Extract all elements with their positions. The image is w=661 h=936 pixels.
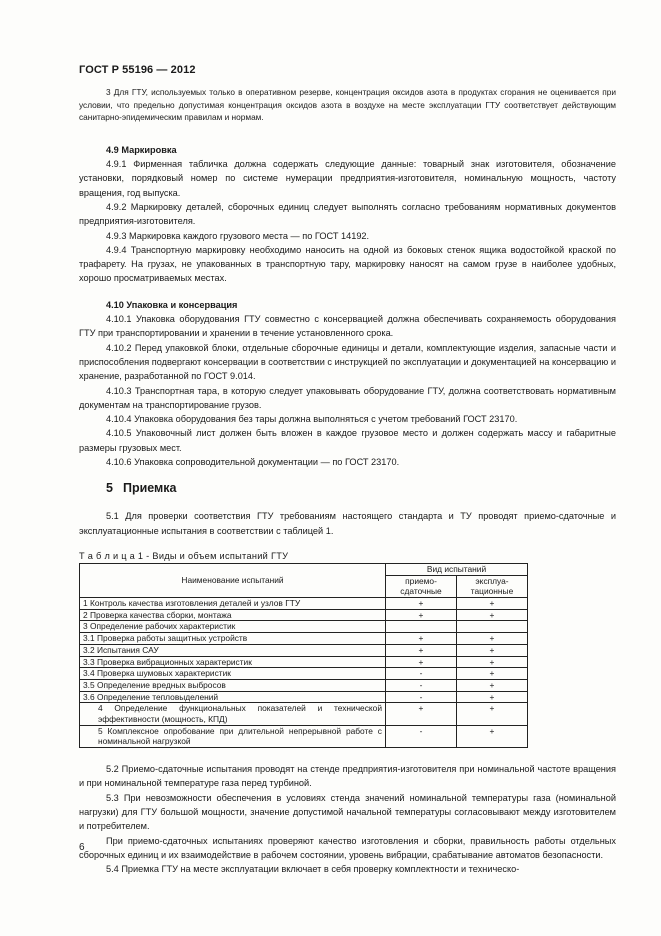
paragraph-4-10-6: 4.10.6 Упаковка сопроводительной документации — по ГОСТ 23170.: [106, 457, 400, 468]
paragraph-4-9-2: 4.9.2 Маркировку деталей, сборочных единиц следует выполнять согласно требованиям нормативных документов предприятия-изготовителя.: [79, 201, 616, 227]
operational-mark-cell: +: [457, 598, 528, 610]
test-name-cell: 2 Проверка качества сборки, монтажа: [80, 609, 386, 621]
acceptance-mark-cell: -: [386, 679, 457, 691]
test-name-cell: 1 Контроль качества изготовления деталей и узлов ГТУ: [80, 598, 386, 610]
acceptance-mark-cell: +: [386, 656, 457, 668]
section-4-9-title: 4.9 Маркировка: [106, 144, 177, 155]
test-name-cell: 3.4 Проверка шумовых характеристик: [80, 668, 386, 680]
page-number: 6: [79, 842, 85, 853]
tests-table-body: [80, 598, 528, 748]
table-1-caption: Т а б л и ц а 1 - Виды и объем испытаний ГТУ: [79, 550, 289, 561]
test-name-cell: 3.1 Проверка работы защитных устройств: [80, 633, 386, 645]
table-row: [80, 609, 528, 621]
acceptance-mark-cell: +: [386, 703, 457, 725]
table-row: [80, 691, 528, 703]
table-row: [80, 633, 528, 645]
paragraph-5-3: 5.3 При невозможности обеспечения в условиях стенда значений номинальной температуры газа (номинальной нагрузки) для ГТУ большой мощности, значение допустимой начальной температуры согласовывают между изготовителем и потребителем.: [79, 792, 616, 832]
test-name-cell: 3.3 Проверка вибрационных характеристик: [80, 656, 386, 668]
test-name-cell: 3.5 Определение вредных выбросов: [80, 679, 386, 691]
acceptance-mark-cell: -: [386, 725, 457, 747]
test-name-cell: 3 Определение рабочих характеристик: [80, 621, 386, 633]
standard-header: ГОСТ Р 55196 — 2012: [79, 64, 196, 76]
table-row: [80, 703, 528, 725]
paragraph-4-10-5: 4.10.5 Упаковочный лист должен быть вложен в каждое грузовое место и должен содержать массу и габаритные размеры грузовых мест.: [79, 428, 616, 453]
paragraph-4-10-3: 4.10.3 Транспортная тара, в которую следует упаковывать оборудование ГТУ, должна соответствовать нормативным документам на транспортирование грузов.: [79, 385, 616, 410]
operational-mark-cell: [457, 621, 528, 633]
test-name-cell: 3.2 Испытания САУ: [80, 644, 386, 656]
operational-mark-cell: +: [457, 703, 528, 725]
operational-mark-cell: +: [457, 691, 528, 703]
acceptance-mark-cell: [386, 621, 457, 633]
table-row: [80, 644, 528, 656]
acceptance-mark-cell: +: [386, 644, 457, 656]
header-test-kind: Вид испытаний: [386, 563, 528, 575]
operational-mark-cell: +: [457, 668, 528, 680]
header-test-name: Наименование испытаний: [80, 563, 386, 597]
operational-mark-cell: +: [457, 609, 528, 621]
acceptance-mark-cell: +: [386, 598, 457, 610]
operational-mark-cell: +: [457, 656, 528, 668]
paragraph-4-9-1: 4.9.1 Фирменная табличка должна содержать следующие данные: товарный знак изготовителя, обозначение установки, порядковый номер по системе нумерации предприятия-изготовителя, номинальную мощность, частоту вращения, год выпуска.: [79, 159, 616, 198]
section-5-number: 5: [106, 481, 113, 496]
table-row: [80, 656, 528, 668]
paragraph-4-9-4: 4.9.4 Транспортную маркировку необходимо наносить на одной из боковых стенок ящика водостойкой краской по трафарету. На грузах, не упакованных в транспортную тару, маркировку наносят на самом грузе в наиболее удобных, хорошо просматриваемых местах.: [79, 244, 616, 284]
acceptance-mark-cell: +: [386, 609, 457, 621]
table-row: [80, 668, 528, 680]
operational-mark-cell: +: [457, 725, 528, 747]
paragraph-5-2: 5.2 Приемо-сдаточные испытания проводят на стенде предприятия-изготовителя при номинальной частоте вращения и при номинальной температуре газа перед турбиной.: [79, 764, 616, 789]
paragraph-4-10-1: 4.10.1 Упаковка оборудования ГТУ совместно с консервацией должна обеспечивать сохраняемость оборудования ГТУ при транспортировании и хранении в течение установленного срока.: [79, 314, 616, 339]
test-name-cell: 3.6 Определение тепловыделений: [80, 691, 386, 703]
tests-table: [79, 563, 528, 748]
header-acceptance: приемо-сдаточные: [386, 575, 457, 597]
section-4-10-title: 4.10 Упаковка и консервация: [106, 299, 238, 310]
note-3: 3 Для ГТУ, используемых только в оперативном резерве, концентрация оксидов азота в продуктах сгорания не оценивается при условии, что предельно допустимая концентрация оксидов азота в воздухе на месте эксплуатации ГТУ соответствует действующим санитарно-эпидемическим правилам и нормам.: [79, 87, 616, 123]
table-row: [80, 598, 528, 610]
page-content: [79, 86, 616, 877]
header-operational: эксплуа-тационные: [457, 575, 528, 597]
paragraph-4-10-2: 4.10.2 Перед упаковкой блоки, отдельные сборочные единицы и детали, комплектующие изделия, запасные части и приспособления подвергают консервации в соответствии с инструкцией по эксплуатации и документацией на консервацию и хранение, разработанной по ГОСТ 9.014.: [79, 342, 616, 382]
paragraph-4-9-3: 4.9.3 Маркировка каждого грузового места — по ГОСТ 14192.: [106, 230, 370, 241]
test-name-cell: 5 Комплексное опробование при длительной непрерывной работе с номинальной нагрузкой: [80, 725, 386, 747]
table-row: [80, 621, 528, 633]
operational-mark-cell: +: [457, 644, 528, 656]
paragraph-5-4: 5.4 Приемка ГТУ на месте эксплуатации включает в себя проверку комплектности и техническо-: [106, 864, 520, 875]
section-5-title: Приемка: [122, 481, 177, 496]
acceptance-mark-cell: -: [386, 668, 457, 680]
paragraph-5-3-cont: При приемо-сдаточных испытаниях проверяют качество изготовления и сборки, правильность работы отдельных сборочных единиц и их взаимодействие в рабочем состоянии, уровень вибрации, срабатывание автоматов безопасности.: [79, 835, 616, 860]
test-name-cell: 4 Определение функциональных показателей и технической эффективности (мощность, КПД): [80, 703, 386, 725]
acceptance-mark-cell: -: [386, 691, 457, 703]
operational-mark-cell: +: [457, 633, 528, 645]
table-row: [80, 679, 528, 691]
table-row: [80, 725, 528, 747]
operational-mark-cell: +: [457, 679, 528, 691]
paragraph-4-10-4: 4.10.4 Упаковка оборудования без тары должна выполняться с учетом требований ГОСТ 23170.: [106, 414, 518, 425]
acceptance-mark-cell: +: [386, 633, 457, 645]
section-5-heading: [106, 479, 616, 497]
paragraph-5-1: 5.1 Для проверки соответствия ГТУ требованиям настоящего стандарта и ТУ проводят приемо-сдаточные и эксплуатационные испытания в соответствии с таблицей 1.: [79, 511, 616, 536]
